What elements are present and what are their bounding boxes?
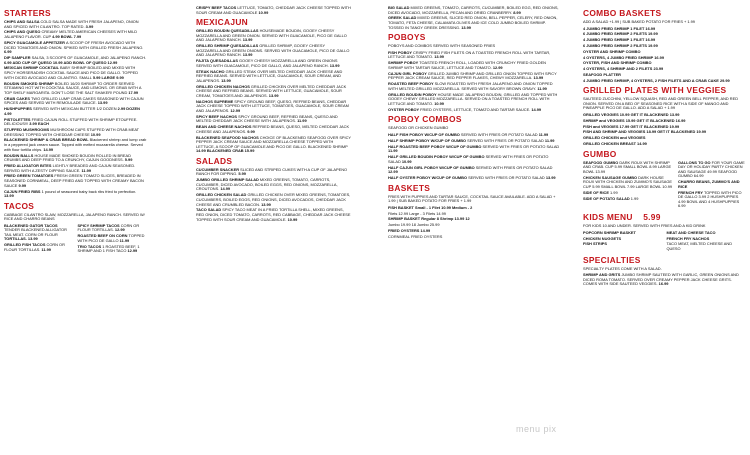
poboys-note: POBOYS AND COMBOS SERVED WITH SEASONED FRIES [388,43,496,49]
item-name: HUSHPUPPIES [4,106,33,112]
item-name: SIDE OF RICE [583,189,611,195]
menu-item [196,168,351,177]
item-price: 13.99 [545,175,556,181]
menu-item [4,82,147,96]
menu-line: 4 JUMBO FRIED SHRIMP, 4 OYSTERS, 2 FISH FILETS AND A CRAB CAKE 29.99 [583,77,730,83]
item-desc: SALSA, 3 SCOOPS OF GUACAMOLE, AND JALAPENO RANCH. [31,55,147,60]
item-desc: GRILLED CHICKEN OVER MELTED CHEDDAR JACK CHEESE AND REFRIED BEANS. SERVED WITH LETTUCE, GUACAMOLE, SOUR CREAM, TOMATOES AND JALAPENOS. [196,83,347,98]
kids-right [667,231,747,253]
starters-list [4,20,147,199]
item-name: STUFFED MUSHROOMS [4,127,51,132]
item-price: 11.99 [537,85,547,91]
item-price: 11.99 [544,137,555,143]
item-name: FRIED ALLIGATOR BITES [4,163,53,168]
item-price: 11.99 [388,148,398,154]
item-desc: GRILLED JUMBO SHRIMP AND GRILLED ONION TOPPED WITH SPICY PEPPER JACK CREAM SAUCE, RED PEPPER FLAKES, CHEWY MOZZARELLA. [388,70,557,81]
item-name: HALF SHRIMP POBOY W/CUP OF GUMBO [388,137,468,143]
item-name: GRILLED SHRIMP QUESADILLAS [196,43,260,49]
crispy-tacos-item [196,6,351,15]
menu-item [388,16,561,30]
menu-item [583,197,675,202]
kids-menu-price: 5.99 [643,212,661,223]
item-name: HALF FISH POBOY W/CUP OF GUMBO [388,131,461,137]
item-name: TRIO TACOS [77,243,103,249]
column-2 [196,6,351,453]
menu-item [4,224,74,242]
kids-left [583,231,663,253]
menu-item [196,115,351,124]
menu-item [388,155,561,164]
item-desc: DARK HOUSE ROUX WITH CHICKEN AND ZUMMO'S SAUSAGE CUP 5.99 SMALL BOWL 7.99 LARGE BOWL 10.99 [583,174,673,189]
item-name: ROASTED BEEF POBOY [388,81,435,87]
item-name: GRILLED CHICKEN SALAD [196,192,248,198]
item-price: 13.99 [261,201,271,207]
item-desc: CREAMY MELTED AMERICAN CHEESES WITH MILD JALAPENO FLAVOR. CUP [4,29,138,40]
menu-line: OYSTER AND SHRIMP COMBO [583,48,641,54]
item-desc: DARK ROUX WITH SHRIMP AND CRAB. CUP 5.99 SMALL BOWL 8.99 LARGE BOWL 13.99 [583,159,672,174]
item-price: 12.99 [492,64,503,70]
menu-item [388,108,561,113]
item-name: CHIPS AND QUESO [4,29,42,35]
menu-line: POPCORN SHRIMP BASKET [583,229,636,235]
menu-item [388,166,561,175]
poboys-heading: POBOYS [388,32,426,43]
combo-baskets-lines [583,27,746,84]
item-price: 12.99 [114,227,125,233]
item-name: BLACKENED SEAFOOD NACHOS [196,134,260,140]
item-desc: Blackened shrimp and lump crab in a peppered jack cream sauce. Topped with melted mozzarella cheese. Served with flour tortilla chips. [4,137,147,152]
item-name: CAJUN GIRL POBOY [388,70,428,76]
item-price: 13.99 [533,75,544,81]
menu-item [4,174,147,188]
tacos-heading: TACOS [4,200,35,211]
item-price: 14.99 [220,186,231,192]
item-name: DIP SAMPLER [4,55,32,60]
poboy-combos-heading: POBOY COMBOS [388,114,462,125]
menu-item [678,161,746,179]
kids-menu-title: KIDS MENU [583,212,633,223]
item-name: STEAK NACHO [196,68,226,74]
item-price: TORTILLAS. 13.99 [4,236,38,242]
combo-baskets-heading: COMBO BASKETS [583,8,662,18]
column-4 [583,6,746,453]
item-name: CHIPS AND SALSA [4,19,41,24]
menu-line: Jumbo 19.99 18 Jumbo 25.99 [388,222,440,228]
item-name: OYSTER POBOY [388,106,421,112]
item-desc: HOUSE MADE SMOKED BOUDIN ROLLED IN BREAD CRUMBS AND DEEP FRIED TO A CRUNCHY, CAJUN GOODNESS. [4,152,131,163]
item-name: HALF CAJUN GIRL POBOY W/CUP OF GUMBO [388,164,476,170]
item-name: CAJUN FRIED RIBS [4,188,42,194]
item-desc: SERVED WITH FRIES OR POTATO SALAD [475,164,553,170]
item-name: FRIED GREEN TOMATOES [4,173,55,179]
item-price: 12.99 [127,248,138,254]
item-desc: MIXED GREENS, TOMATO, CARROTS, CUCUMBER, BOILED EGG, RED ONIONS, DICED AVOCADO, MOZZARELLA, PECAN AND DRIED CRANBERRY. [388,6,559,15]
menu-item [388,133,561,138]
specialties-heading: SPECIALTIES [583,254,641,265]
item-price: 11.99 [538,131,549,137]
menu-item [78,224,148,233]
menu-item [196,193,351,207]
menu-item [4,154,147,163]
item-name: GRILLED BOUDIN QUESADILLAS [196,28,260,34]
menu-item [196,70,351,84]
item-price: 5.99 [124,157,133,163]
item-name: CRISPY BEEF TACOS [196,6,237,10]
menu-item [4,97,147,106]
mexicajun-heading: MEXICAJUN [196,17,249,28]
item-name: ROASTED BEEF ON CORN [77,233,129,239]
menu-line: 4 JUMBO FRIED SHRIMP 1 FILET 16.99 [583,25,656,31]
item-name: BLACKENED SHRIMP & CRAB BREAD BOWL [4,137,90,143]
item-name: GREEK SALAD [388,15,418,21]
item-name: BEAN AND CHEESE NACHOS [196,124,253,130]
baskets-lines [388,206,561,240]
menu-item [196,59,351,68]
menu-line: SHRIMP BASKET Regular 8 Shrimp 13.99 12 [388,216,470,222]
menu-item [388,145,561,154]
item-name: GRILLED FISH TACOS [4,242,47,248]
item-desc: SPICY GROUND BEEF, QUESO, REFRIED BEANS, CHEDDAR JACK CHEESE TOPPED WITH LETTUCE, TOMATOES, GUACAMOLE, SOUR CREAM AND JALAPENOS. [196,98,349,113]
item-price: 13.99 [329,62,340,68]
item-desc: 1 pound of seasoned baby back ribs fried to perfection. [41,188,137,194]
item-name: SPICY BEEF NACHOS [196,113,239,119]
item-desc: LIGHTLY BREADED AND CAJUN SEASONED. SERVED WITH A ZESTY DIPPING SAUCE. [4,163,136,173]
menu-item [583,161,675,175]
item-price: 6.99 [4,49,12,55]
menu-line: MEAT AND CHEESE TACO [666,229,716,235]
item-desc: SERVED WITH MEXICAN BUTTER 1/2 DOZEN [32,106,118,112]
item-price: 9.99 [18,182,27,188]
item-desc: FRIED OYSTERS, LETTUCE, TOMATO AND TARTAR SAUCE. [420,106,532,112]
item-name: FAJITA QUESADILLAS [196,58,240,64]
item-name: BOUDIN BALLS [4,152,35,158]
menu-line: FRIED OYSTERS 14.99 [388,228,431,234]
mexicajun-list [196,29,351,154]
menu-item [4,66,147,80]
menu-item [4,164,147,173]
grilled-plates-heading: GRILLED PLATES WITH VEGGIES [583,85,727,96]
item-desc: SERVED WITH FRIES OR POTATO SALAD [460,131,539,137]
item-price: 9.99 [247,128,255,134]
item-price: 11.99 [81,167,92,173]
item-price: 11.99 [119,237,130,243]
item-name: BIG SALAD [388,6,411,10]
item-name: BLACKENED GATOR TACOS [4,222,58,228]
baskets-heading: BASKETS [388,182,431,193]
item-desc: CORN OR FLOUR TORTILLAS. [4,242,65,252]
menu-line: SEAFOOD PLATTER [583,71,621,77]
menu-line: FISH BASKET Small - 1 Filet 10.99 Medium - 2 [388,204,473,210]
gumbo-grid [583,161,746,211]
gumbo-left [583,161,675,211]
item-desc: FOR YOUR GAME DAY OR HOLIDAY PARTY CHICKEN AND SAUSAGE 49.99 SEAFOOD GUMBO 64.99 [678,159,745,179]
item-price: 10.99 [401,158,412,164]
item-desc: JUMBO SHRIMP SAUTEED WITH GARLIC, GREEN ONIONS AND DICED ROMA TOMATO. SERVED OVER CREAMY PEPPER JACK CHEESE GRITS. COMES WITH SIDE SAUTEED VEGGIES. [583,272,739,287]
item-price: 4.99 BOWL 7.99 [52,34,82,40]
item-price: 12.99 [388,169,398,175]
menu-item [678,180,746,189]
item-desc: SPICY TACO MEAT IN A FRIED TORTILLA SHELL, MIXED GREENS, RED ONION, DICED TOMATO, CARROTS, RED CABBAGE, CHEDDAR JACK CHEESE TOPPED WITH SOUR CREAM AND GUACAMOLE. [196,207,351,222]
item-desc: A SCOOP OF FRESH AVOCADO WITH DICED TOMATOES AND ONION. SPIKED WITH GRILLED FRESH JALAPENO. [4,39,144,50]
item-name: GRILLED BOUDIN POBOY [388,91,438,97]
menu-item [196,100,351,114]
salads-heading: SALADS [196,155,233,166]
item-name: FRENCH FRY [678,189,704,195]
item-name: PISTOLETTES [4,116,32,122]
item-price: 13.99 [461,24,471,30]
item-price: 11.99 [297,118,307,124]
item-desc: BOILED 16/20 SHRIMP TO ORDER SERVED STEAMING HOT WITH COCKTAIL SAUCE, AND LEMONS. OR GRAB WITH A TOP SHELF MARGARITA. DON'T LOSE THE SALT SHAKER! POUND [4,80,142,95]
menu-item [4,30,147,39]
item-desc: SERVED WITH FRIES OR POTATO SALAD [388,154,549,164]
menu-item [196,29,351,43]
item-desc: 1 ROASTED BEEF, 1 SHRIMP AND 1 FISH TACO [77,243,140,254]
menu-line: FISH STRIPS [583,241,607,247]
item-name: FISH POBOY [388,49,414,55]
menu-line: TACO MEAT, MELTED CHEESE AND QUESO [666,241,732,251]
menu-line: OYSTER, FISH AND SHRIMP COMBO [583,60,652,66]
menu-item [4,56,147,65]
menu-item [4,41,147,55]
item-price: 14.99 [43,146,54,152]
menu-line: GRILLED CHICKEN BREAST 14.99 [583,140,647,146]
item-name: GALLONS TO GO [678,159,712,165]
item-desc: SLOW ROASTED WITH FRESH JALAPENO AND ONION TOPPED WITH MELTED GRILLED MOZZARELLA. SERVED WITH SAVORY BROWN GRAVY. [388,81,553,91]
tacos-left [4,224,74,255]
menu-item [4,243,74,252]
item-desc: 1.99 [630,195,639,201]
menu-line: GRILLED VEGGIES 10.99 GET IT BLACKENED 13.99 [583,112,680,117]
menu-line: 6 JUMBO FRIED SHRIMP 2 FILETS 19.99 [583,42,658,48]
menu-item [678,191,746,209]
item-desc: SLICED AND STRIPED CUKES WITH A CUP OF JALAPENO RANCH FOR DIPPING. [196,166,348,177]
item-name: CHARRO BEANS, ZUMMO'S AND RICE [678,179,740,189]
combo-baskets-note: ADD A SALAD +1.99 | SUB BAKED POTATO FOR FRIES + 1.99 [583,19,695,24]
menu-line: Filets 12.99 Large - 3 Filets 14.99 [388,210,446,216]
item-name: BOUDIN SMOKED SHRIMP [4,80,55,86]
menu-line: FRENCH FRY NACHOS [666,235,710,241]
menu-item [196,125,351,134]
tacos-grid [4,224,147,255]
specialties-note: SPECIALTY PLATES COME WITH A SALAD. [583,265,662,271]
menu-line: FISH AND SHRIMP AND VEGGIES 18.99 GET IT BLACKENED 19.99 [583,129,707,135]
item-name: GRILLED CHICKEN NACHOS [196,83,251,89]
item-name: TACO SALAD [196,207,223,213]
item-desc: GRILLED STEAK OVER MELTED CHEDDAR JACK CHEESE AND REFRIED BEANS. SERVED WITH LETTUCE, GUACAMOLE, SOUR CREAM, AND JALAPENOS. [196,68,343,83]
item-desc: BABY SHRIMP BOILED AND MIXED WITH SPICY HORSERADISH COCKTAIL SAUCE AND PICO DE GALLO. TOPPED WITH DICED AVOCADO AND CILANTRO. SMALL [4,65,139,80]
item-price: 13.99 [97,100,108,106]
poboy-combos-list [388,133,561,181]
poboys-list [388,51,561,113]
item-price: 13.99 [268,92,279,98]
item-desc: SERVED WITH FRIES OR POTATO SALAD [467,137,545,143]
item-name: SIDE OF POTATO SALAD [583,195,631,201]
item-name: SHRIMP AND GRITS [583,272,622,278]
menu-item [196,208,351,222]
item-price: 13.99 [242,52,253,58]
item-name: HALF GRILLED BOUDIN POBOY W/CUP OF GUMBO [388,154,486,160]
item-name: SHRIMP POBOY [388,60,420,66]
menu-item [4,20,147,29]
item-desc: CORN OR FLOUR TORTILLAS. [77,222,140,233]
item-price: 5.99 LARGE 9.99 [92,74,124,80]
item-price: 2.99 DOZEN 4.99 [4,106,140,116]
menu-line: 4 JUMBO FRIED SHRIMP 1 FILET 16.99 [583,37,656,43]
item-desc: FRESH GREEN TOMATO SLICES, BREADED IN SEASONED CORNMEAL, DEEP FRIED AND TOPPED WITH CREAMY BACON SAUCE [4,173,144,188]
menu-line: GRILLED CHICKEN and VEGGIES [583,135,646,141]
item-desc: FRIED CAJUN ROLL STUFFED WITH SHRIMP ETOUFFEE. DELICIOUS!!! [4,116,138,127]
item-name: CHICKEN SAUSAGE GUMBO [583,174,639,180]
menu-item [388,51,561,60]
menu-item [196,178,351,192]
menu-item [78,234,148,243]
poboy-combos-note: SEAFOOD OR CHICKEN GUMBO [388,125,449,131]
kids-menu-heading [583,212,746,222]
item-price: 13.99 [221,77,231,83]
item-desc: TWO GRILLED LUMP CRAB CAKES SEASONED WITH CAJUN SPICES AND SERVED WITH REMOULADE SAUCE. [4,95,144,106]
item-desc: SERVED WITH FRIES OR POTATO SALAD [482,143,560,149]
kids-menu-note: FOR KIDS 10 AND UNDER. SERVED WITH FRIES AND A KID DRINK [583,223,706,229]
menu-item [4,128,147,137]
item-name: HALF ROASTED BEEF POBOY W/CUP OF GUMBO [388,143,483,149]
grilled-plates-lines [583,113,746,147]
item-price: 14.99 BLACKENED CRAB 15.99 [196,148,255,154]
item-desc: MUSHROOM CAPS STUFFED WITH CRAB MEAT DRESSING TOPPED WITH CHEDDAR CHEESE [4,127,139,137]
menu-item [583,273,746,287]
kids-grid [583,231,746,253]
item-desc: GRILLED SHRIMP, GOOEY CHEESY MOZZARELLA AND GREEN ONIONS. SERVED WITH GUACAMOLE, PICO DE GALLO AND JALAPENO RANCH. [196,43,350,58]
item-price: 10.99 [258,9,269,15]
menu-line: 4 OYSTERS, 4 SHRIMP AND 2 FILETS 23.99 [583,66,664,72]
item-desc: GOOEY CHEESY MOZZARELLA AND GREEN ONIONS SERVED WITH GUACAMOLE, PICO DE GALLO, AND JALAPENO RANCH. [196,58,338,68]
item-name: HALF OYSTER POBOY W/CUP OF GUMBO [388,175,469,181]
item-desc: GRILLED CHICKEN OVER MIXED GREENS, TOMATOES, CUCUMBERS, BOILED EGGS, RED ONIONS, DICED AVOCADOS, CHEDDAR JACK CHEESE AND CRUMBLED BACON. [196,192,351,207]
item-desc: COLD SALSA MADE WITH FRESH JALAPENO, ONION AND SPICED WITH CILANTRO. TOP RATED. [4,19,139,29]
item-price: 5.99 [238,171,246,177]
item-desc: LETTUCE, TOMATO, CHEDDAR JACK CHEESE TOPPED WITH SOUR CREAM AND GUACAMOLE [196,6,351,15]
tacos-note: CABBAGE CILANTRO SLAW, MOZZARELLA, JALAPENO RANCH. SERVED W/ RICE AND CHARRO BEANS [4,211,145,222]
menu-line: FISH and VEGGIES 17.99 GET IT BLACKENED 19.99 [583,123,680,129]
item-desc: CRISPY FRIED FISH FILETS ON A TOASTED FRENCH ROLL WITH TARTAR, LETTUCE AND TOMATO. [388,49,551,60]
watermark: menu pix [516,424,557,434]
menu-item [388,82,561,91]
specialties-list [583,273,746,287]
menu-line: 6 JUMBO FRIED SHRIMP 2 FILETS 19.99 [583,31,658,37]
item-desc: TOASTED FRENCH ROLL, LOADED WITH CRUNCHY FRIED GOLDEN SHRIMP WITH TARTAR SAUCE, LETTUCE AND TOMATO. [388,60,546,70]
item-price: 11.99 [41,246,51,252]
menu-item [583,176,675,190]
salads-more-list [388,6,561,30]
item-price: 16.99 [658,281,669,287]
menu-line: CORNMEAL FRIED OYSTERS [388,233,443,239]
salads-list [196,168,351,222]
item-price: 10.99 [434,100,444,106]
menu-item [78,245,148,254]
gumbo-right [678,161,746,211]
item-price: 3.99 EACH [29,121,49,127]
item-price: 13.99 [434,54,444,60]
item-name: SEAFOOD GUMBO [583,159,620,165]
item-name: CRAB CAKES [4,95,32,101]
item-price: 14.99 [531,106,542,112]
menu-item [196,44,351,58]
item-price: 8.99 [513,9,521,15]
item-price: 13.99 [4,193,14,199]
column-3 [388,6,561,453]
item-desc: MIXED GREENS, TOMATO, CARROTS, CUCUMBER, DICED AVOCADO, BOILED EGGS, RED ONIONS, MOZZARELLA, CROUTONS. [196,177,338,192]
menu-item [388,6,561,15]
item-price: 13.99 [242,37,253,43]
menu-item [196,85,351,99]
menu-line: 4 OYSTERS, 4 JUMBO FRIED SHRIMP 16.99 [583,54,665,60]
menu-item [196,136,351,154]
item-name: SPICY GUACAMOLE APPETIZER [4,39,67,45]
item-desc: HOUSE MADE JALAPENO BOUDIN, GRILLED AND TOPPED WITH GOOEY CHEWY GRILLED MOZZARELLA. SERVED ON A TOASTED FRENCH ROLL WITH LETTUCE AND TOMATO. [388,91,558,106]
menu-item [388,61,561,70]
item-price: 10.99 [90,131,101,137]
item-desc: MIXED GREENS, SLICED RED ONION, BELL PEPPER, CELERY, RED ONION, TOMATO, FETA CHEESE, CALAMATA OLIVES AND ICE COLD JUMBO BOILED SHRIMP. TOSSED IN TANGY GREEK DRESSING. [388,15,558,30]
grilled-plates-note: SAUTEED ZUCCHINI, YELLOW SQUASH, RED AND GREEN BELL PEPPER, AND RED ONION. SERVED ON A BED OF SEASONED RICE WITH A SIDE OF MANGO AND PINEAPPLE PICO DE GALLO. ADD A SALAD + 1.99 [583,96,739,111]
menu-line: SHRIMP and VEGGIES 15.99 GET IT BLACKENED 16.99 [583,117,686,123]
menu-item [388,176,561,181]
menu-item [388,93,561,107]
item-desc: CHOICE OF BLACKENED SEAFOOD OVER SPICY PEPPER JACK CREAM SAUCE AND MOZZARELLA CHEESE TOPPED WITH LETTUCE, A SCOOP OF GUACAMOLE AND PICO DE GALLO. BLACKENED SHRIMP [196,134,351,149]
item-desc: SPICY GROUND BEEF, REFRIED BEANS, QUESO AND MELTED CHEDDAR JACK CHEESE WITH JALAPENOS. [196,113,338,124]
item-price: 6.99 ADD CUP OF QUESO 10.99 ADD BOWL OF QUESO 12.99 [4,59,118,65]
menu-item [4,190,147,199]
item-desc: REFRIED BEANS, QUESO, MELTED CHEDDAR JACK CHEESE AND JALAPENOS. [196,124,350,134]
item-price: 12.99 [230,107,241,113]
item-name: NACHOS SUPREME [196,98,235,104]
menu-line: CHICKEN NUGGETS [583,235,622,241]
item-desc: TOPPED WITH PICO DE GALLO [77,233,145,243]
item-name: MEXICAN SHRIMP COCKTAIL [4,65,60,71]
baskets-note: FRIES WITH PUPPIES AND TARTAR SAUCE, COCKTAIL SAUCE AVAILABLE. ADD A SALAD + 1.99 | SUB BAKED POTATO FOR FRIES + 1.99 [388,193,556,204]
item-name: JUMBO GRILLED SHRIMP SALAD [196,177,260,183]
item-desc: SERVED WITH FRIES OR POTATO SALAD [468,175,546,181]
item-name: SPICY SHRIMP TACOS [77,222,121,228]
menu-item [4,138,147,152]
menu-item [583,191,675,196]
tacos-right [78,224,148,255]
item-desc: 1.99 [610,189,618,195]
item-desc: HOUSEMADE BOUDIN, GOOEY CHEESY MOZZARELLA AND GREEN ONION. SERVED WITH GUACAMOLE, PICO DE GALLO AND JALAPENO RANCH. [196,28,347,43]
item-desc: TENDER BLACKENED ALLIGATOR TAIL MEAT. CORN OR FLOUR [4,227,67,237]
menu-item [388,139,561,144]
starters-heading: STARTERS [4,8,51,18]
item-desc: TOPPED WITH PICO DE GALLO 3.99 2 HUSHPUPPIES 4.99 BOWL AND 4 HUSHPUPPIES 6.99 [678,189,742,209]
item-price: 3.99 [85,23,94,29]
column-1 [4,6,147,453]
item-price: 10.99 [287,216,298,222]
menu-item [4,118,147,127]
menu-item [4,107,147,116]
gumbo-heading: GUMBO [583,148,617,159]
item-name: CUCUMBER SNACKER [196,166,241,172]
item-price: 17.99 [128,89,139,95]
menu-item [388,72,561,81]
